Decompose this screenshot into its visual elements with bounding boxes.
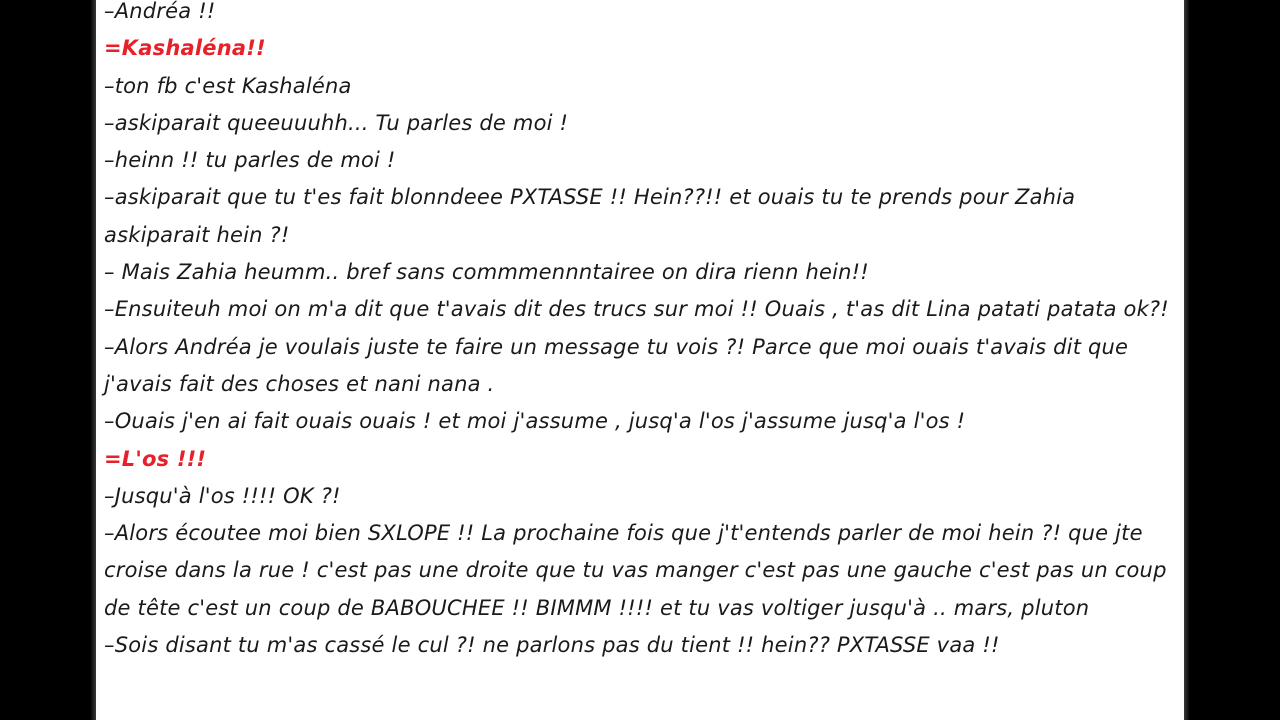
right-letterbox-edge bbox=[1184, 0, 1190, 720]
dialogue-line: –Andréa !! bbox=[104, 0, 216, 23]
dialogue-line: –askiparait queeuuuhh... Tu parles de moi ! bbox=[104, 110, 569, 135]
dialogue-line-highlight: =Kashaléna!! bbox=[104, 36, 266, 61]
dialogue-line: –Alors écoutee moi bien SXLOPE !! La prochaine fois que j't'entends parler de moi hein ?! que jte croise dans la rue ! c'est pas une droite que tu vas manger c'est pas une gauche c'est pas un coup de tête c'est un coup de BABOUCHEE !! BIMMM !!!! et tu vas voltiger jusqu'à .. mars, pluton bbox=[104, 521, 1167, 620]
dialogue-text bbox=[104, 0, 1176, 664]
dialogue-line: – Mais Zahia heumm.. bref sans commmennntairee on dira rienn hein!! bbox=[104, 260, 869, 285]
dialogue-line-highlight: =L'os !!! bbox=[104, 446, 207, 471]
document-page bbox=[96, 0, 1184, 720]
dialogue-line: –ton fb c'est Kashaléna bbox=[104, 73, 352, 98]
dialogue-line: –heinn !! tu parles de moi ! bbox=[104, 148, 396, 173]
dialogue-line: –Ouais j'en ai fait ouais ouais ! et moi j'assume , jusq'a l'os j'assume jusq'a l'os ! bbox=[104, 409, 966, 434]
dialogue-line: –Alors Andréa je voulais juste te faire un message tu vois ?! Parce que moi ouais t'avais dit que j'avais fait des choses et nani nana . bbox=[104, 334, 1129, 396]
dialogue-line: –askiparait que tu t'es fait blonndeee PXTASSE !! Hein??!! et ouais tu te prends pour Zahia askiparait hein ?! bbox=[104, 185, 1076, 247]
dialogue-line: –Ensuiteuh moi on m'a dit que t'avais dit des trucs sur moi !! Ouais , t'as dit Lina patati patata ok?! bbox=[104, 297, 1169, 322]
dialogue-line: –Sois disant tu m'as cassé le cul ?! ne parlons pas du tient !! hein?? PXTASSE vaa !! bbox=[104, 633, 1000, 658]
dialogue-line: –Jusqu'à l'os !!!! OK ?! bbox=[104, 483, 341, 508]
